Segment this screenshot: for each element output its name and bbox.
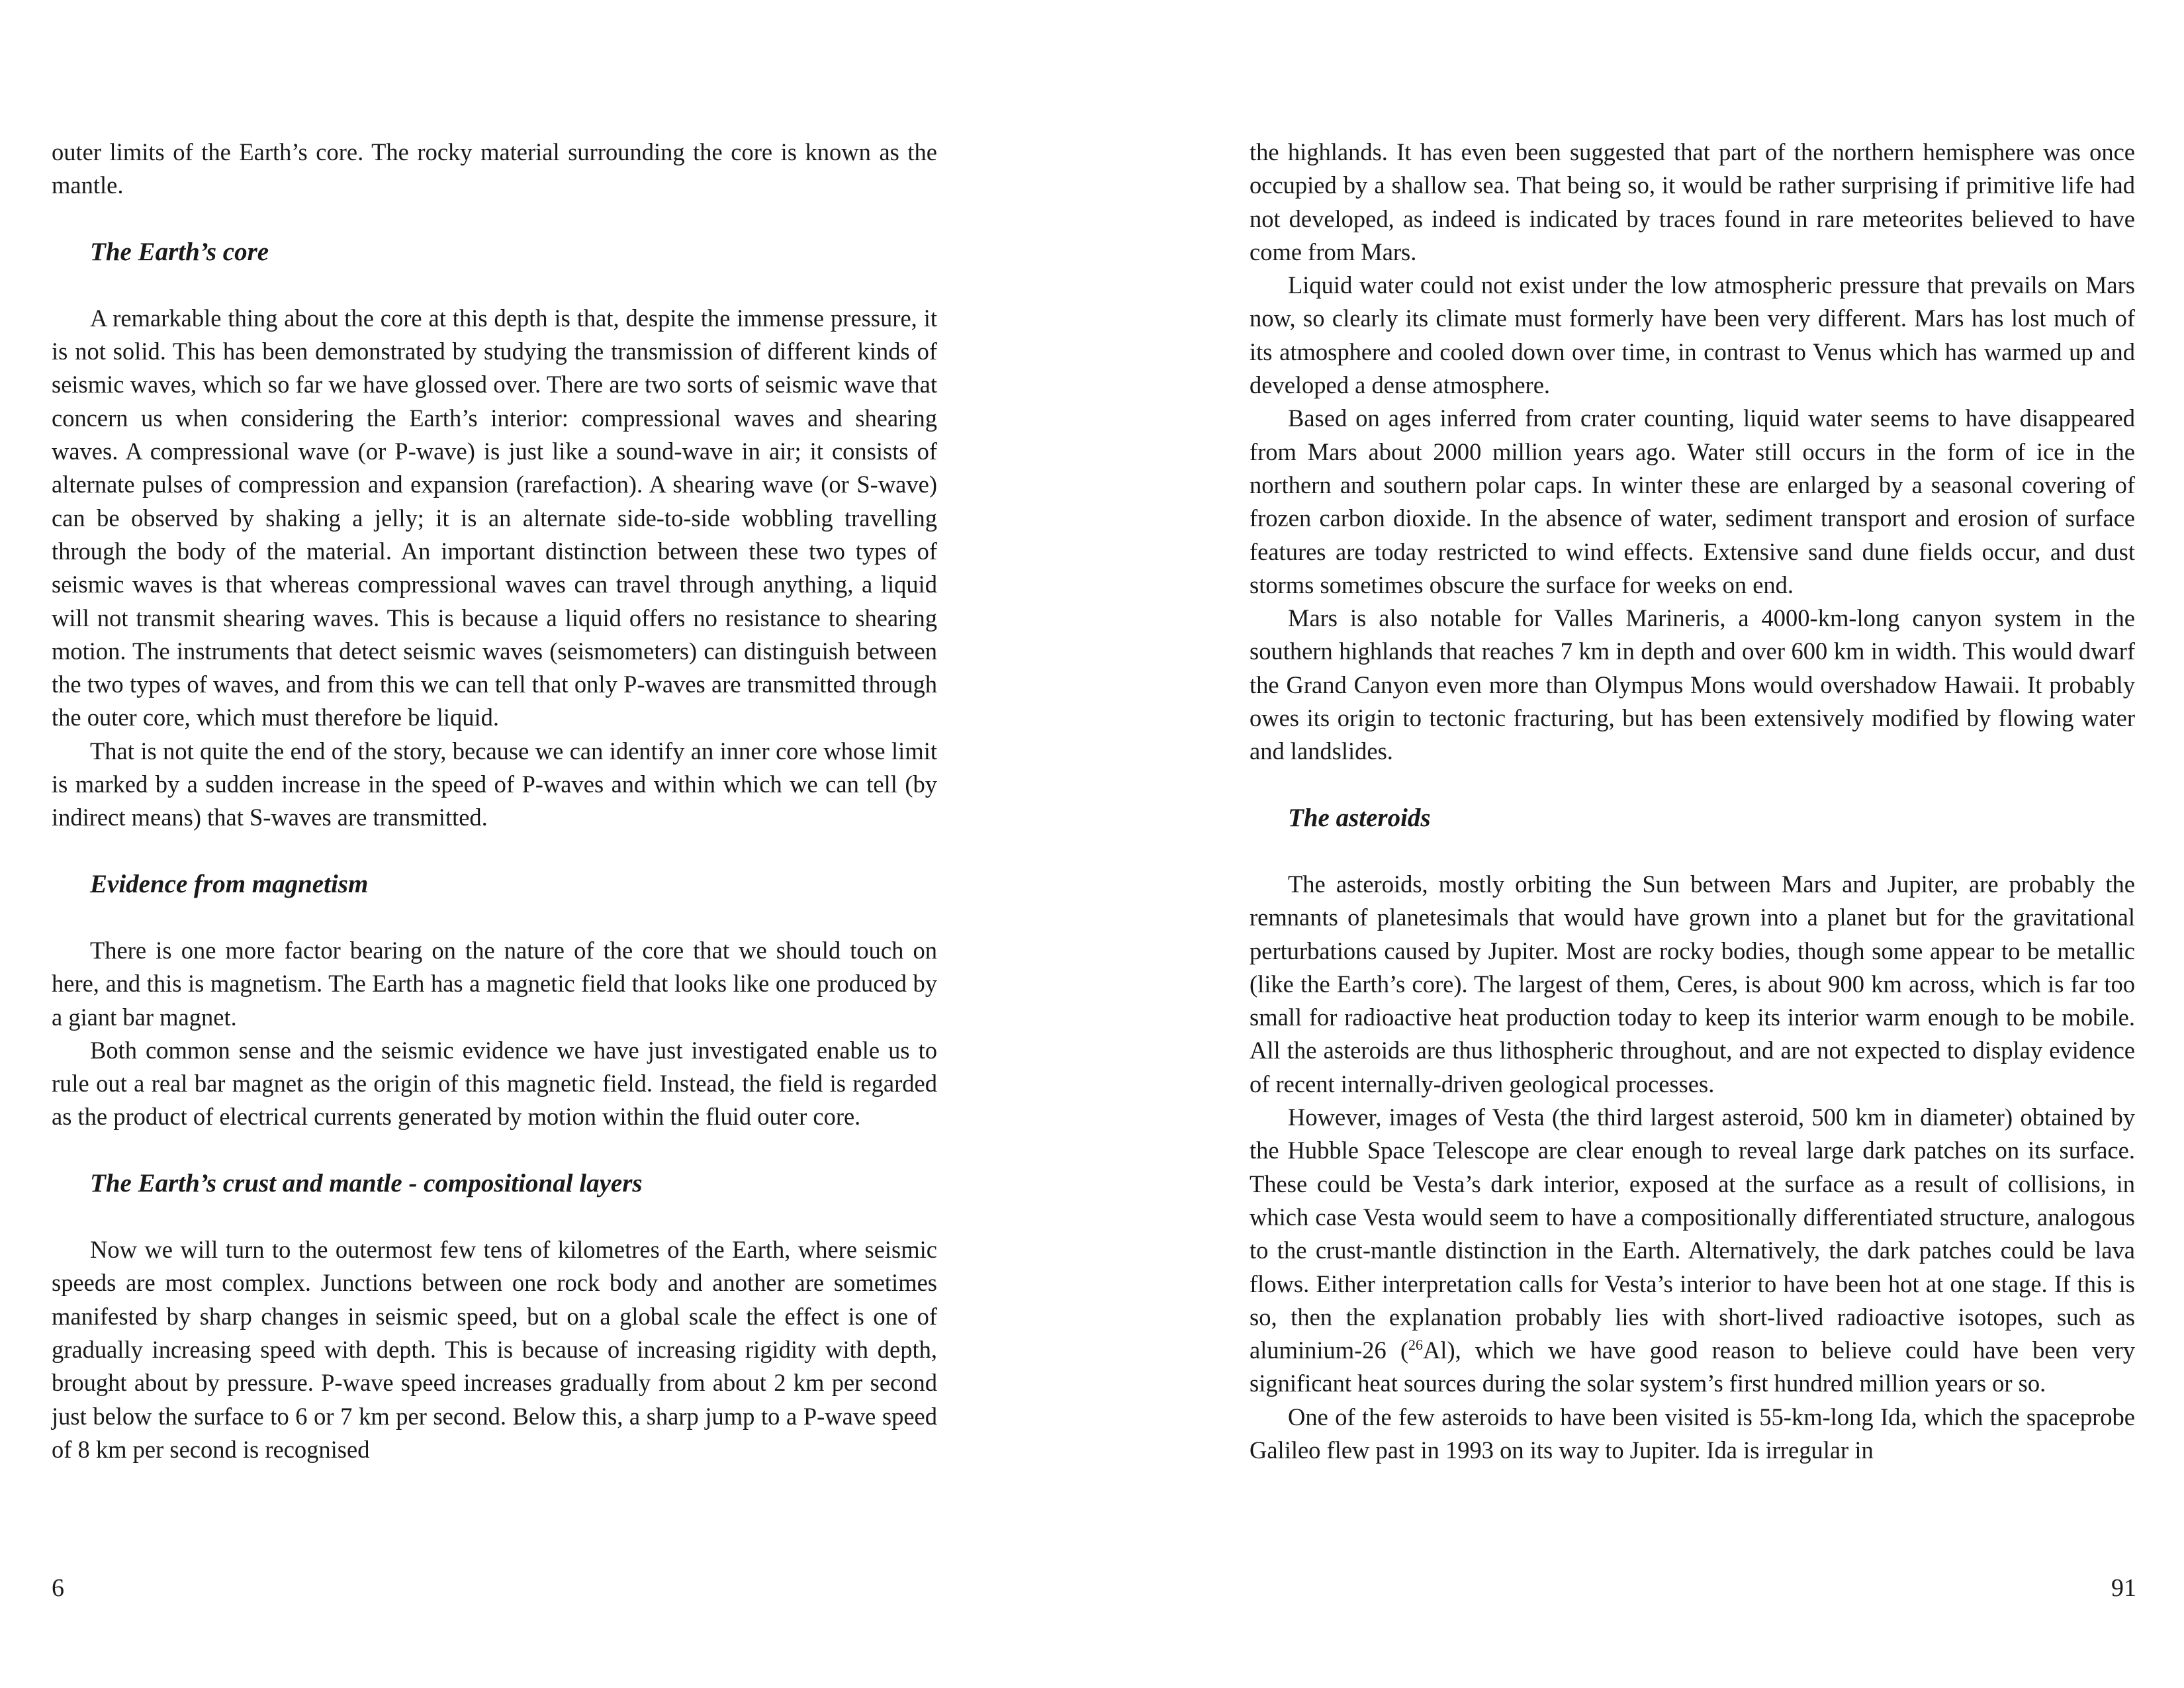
section-heading: The asteroids	[1288, 803, 1431, 832]
paragraph: There is one more factor bearing on the nature of the core that we should touch on here, and this is magnetism. The Earth has a magnetic field that looks like one produced by a giant bar magnet.	[52, 936, 937, 1031]
paragraph: Based on ages inferred from crater counting, liquid water seems to have disappeared from Mars about 2000 million years ago. Water still occurs in the form of ice in the northern and southern polar caps. In winter these are enlarged by a seasonal covering of frozen carbon dioxide. In the absence of water, sediment transport and erosion of surface features are today restricted to wind effects. Extensive sand dune fields occur, and dust storms sometimes obscure the surface for weeks on end.	[1250, 404, 2135, 598]
paragraph: One of the few asteroids to have been visited is 55-km-long Ida, which the spaceprobe Galileo flew past in 1993 on its way to Jupiter. Ida is irregular in	[1250, 1403, 2135, 1464]
paragraph-text: However, images of Vesta (the third largest asteroid, 500 km in diameter) obtained by the Hubble Space Telescope are clear enough to reveal large dark patches on its surface. These could be Vesta’s dark interior, exposed at the surface as a result of collisions, in which case Vesta would seem to have a compositionally differentiated structure, analogous to the crust-mantle distinction in the Earth. Alternatively, the dark patches could be lava flows. Either interpretation calls for Vesta’s interior to have been hot at one stage. If this is so, then the explanation probably lies with short-lived radioactive isotopes, such as aluminium-26 (	[1250, 1103, 2135, 1364]
page-number: 6	[52, 1574, 64, 1602]
left-page	[52, 136, 937, 1466]
paragraph: Now we will turn to the outermost few tens of kilometres of the Earth, where seismic speeds are most complex. Junctions between one rock body and another are sometimes manifested by sharp changes in seismic speed, but on a global scale the effect is one of gradually increasing speed with depth. This is because of increasing rigidity with depth, brought about by pressure. P-wave speed increases gradually from about 2 km per second just below the surface to 6 or 7 km per second. Below this, a sharp jump to a P-wave speed of 8 km per second is recognised	[52, 1236, 937, 1463]
paragraph: Both common sense and the seismic evidence we have just investigated enable us to rule out a real bar magnet as the origin of this magnetic field. Instead, the field is regarded as the product of electrical currents generated by motion within the fluid outer core.	[52, 1036, 937, 1131]
paragraph-vesta	[1250, 1101, 2135, 1401]
paragraph-text: Al), which we have good reason to believe could have been very significant heat sources during the solar system’s first hundred million years or so.	[1250, 1336, 2135, 1397]
page-number: 91	[2111, 1574, 2136, 1602]
paragraph: A remarkable thing about the core at this depth is that, despite the immense pressure, it is not solid. This has been demonstrated by studying the transmission of different kinds of seismic waves, which so far we have glossed over. There are two sorts of seismic wave that concern us when considering the Earth’s interior: compressional waves and shearing waves. A compressional wave (or P-wave) is just like a sound-wave in air; it consists of alternate pulses of compression and expansion (rarefaction). A shearing wave (or S-wave) can be observed by shaking a jelly; it is an alternate side-to-side wobbling travelling through the body of the material. An important distinction between these two types of seismic waves is that whereas compressional waves can travel through anything, a liquid will not transmit shearing waves. This is because a liquid offers no resistance to shearing motion. The instruments that detect seismic waves (seismometers) can distinguish between the two types of waves, and from this we can tell that only P-waves are transmitted through the outer core, which must therefore be liquid.	[52, 304, 937, 731]
paragraph: The asteroids, mostly orbiting the Sun between Mars and Jupiter, are probably the remnants of planetesimals that would have grown into a planet but for the gravitational perturbations caused by Jupiter. Most are rocky bodies, though some appear to be metallic (like the Earth’s core). The largest of them, Ceres, is about 900 km across, which is far too small for radioactive heat production today to keep its interior warm enough to be mobile. All the asteroids are thus lithospheric throughout, and are not expected to display evidence of recent internally-driven geological processes.	[1250, 870, 2135, 1098]
section-heading: The Earth’s core	[90, 237, 269, 266]
right-page	[1250, 136, 2135, 1467]
section-heading: The Earth’s crust and mantle - compositional layers	[90, 1168, 643, 1197]
paragraph: the highlands. It has even been suggested that part of the northern hemisphere was once occupied by a shallow sea. That being so, it would be rather surprising if primitive life had not developed, as indeed is indicated by traces found in rare meteorites believed to have come from Mars.	[1250, 138, 2135, 265]
paragraph: Mars is also notable for Valles Marineris, a 4000-km-long canyon system in the southern highlands that reaches 7 km in depth and over 600 km in width. This would dwarf the Grand Canyon even more than Olympus Mons would overshadow Hawaii. It probably owes its origin to tectonic fracturing, but has been extensively modified by flowing water and landslides.	[1250, 604, 2135, 765]
paragraph: That is not quite the end of the story, because we can identify an inner core whose limit is marked by a sudden increase in the speed of P-waves and within which we can tell (by indirect means) that S-waves are transmitted.	[52, 737, 937, 831]
isotope-superscript: 26	[1408, 1336, 1423, 1353]
paragraph: outer limits of the Earth’s core. The rocky material surrounding the core is known as the mantle.	[52, 138, 937, 199]
paragraph: Liquid water could not exist under the low atmospheric pressure that prevails on Mars now, so clearly its climate must formerly have been very different. Mars has lost much of its atmosphere and cooled down over time, in contrast to Venus which has warmed up and developed a dense atmosphere.	[1250, 271, 2135, 399]
section-heading: Evidence from magnetism	[90, 869, 369, 898]
